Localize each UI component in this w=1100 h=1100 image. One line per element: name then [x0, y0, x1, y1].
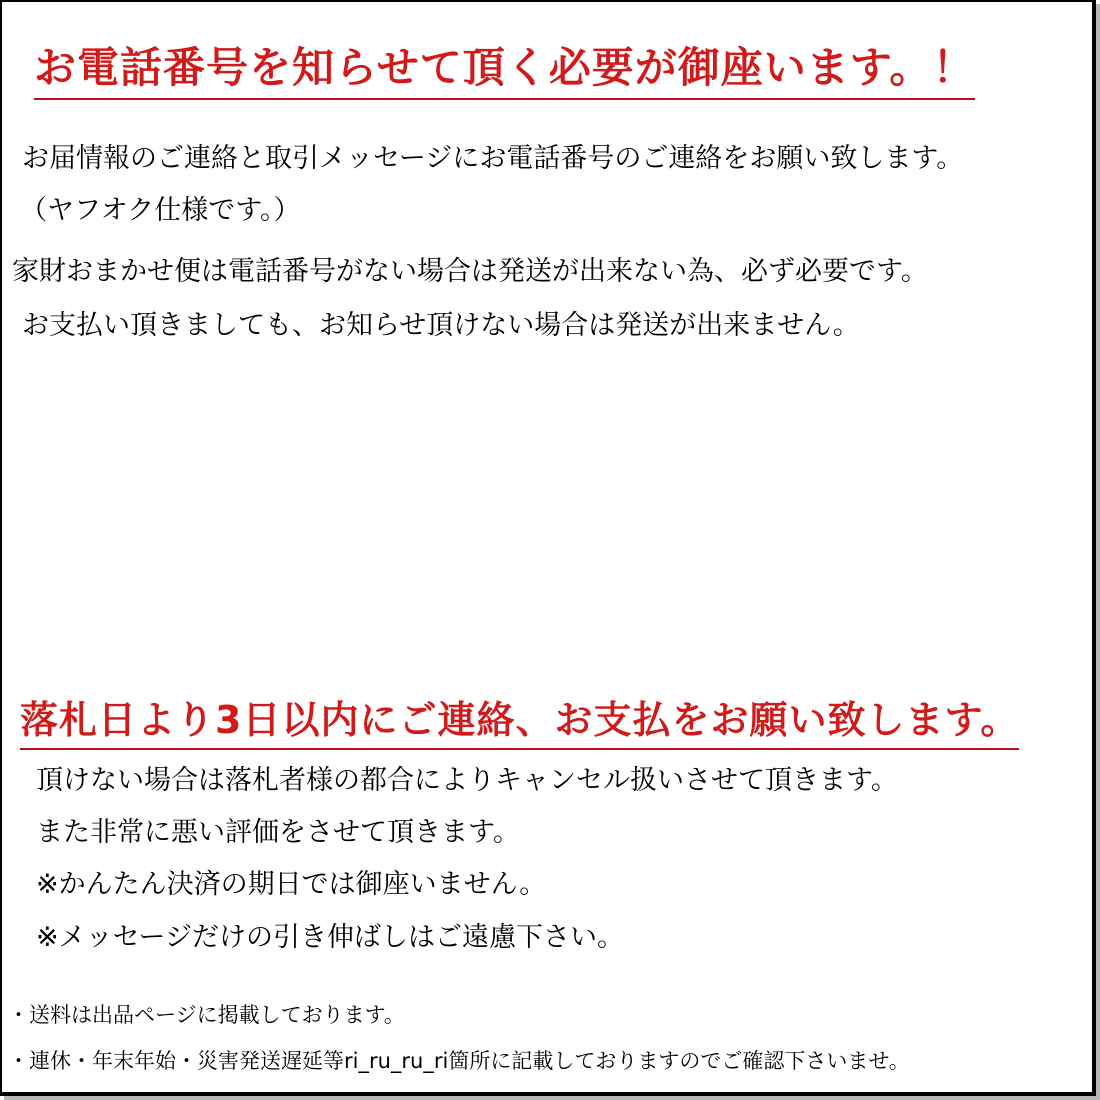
notice-line-4: お支払い頂きましても、お知らせ頂けない場合は発送が出来ません。 — [22, 310, 860, 341]
shipping-note: ・送料は出品ページに掲載しております。 — [8, 1003, 405, 1027]
holiday-delay-note: ・連休・年末年始・災害発送遅延等ri_ru_ru_ri箇所に記載しておりますのでご確認下さいませ。 — [8, 1049, 910, 1073]
cancel-notice-line-2: また非常に悪い評価をさせて頂きます。 — [36, 817, 520, 848]
cancel-notice-line-1: 頂けない場合は落札者様の都合によりキャンセル扱いさせて頂きます。 — [36, 765, 898, 796]
cancel-notice-line-3: ※かんたん決済の期日では御座いません。 — [36, 869, 547, 900]
phone-required-heading: お電話番号を知らせて頂く必要が御座います。！ — [34, 42, 975, 100]
notice-line-3: 家財おまかせ便は電話番号がない場合は発送が出来ない為、必ず必要です。 — [12, 256, 928, 287]
notice-line-1: お届情報のご連絡と取引メッセージにお電話番号のご連絡をお願い致します。 — [22, 143, 964, 174]
cancel-notice-line-4: ※メッセージだけの引き伸ばしはご遠慮下さい。 — [36, 922, 625, 953]
payment-deadline-heading: 落札日より3日以内にご連絡、お支払をお願い致します。 — [20, 696, 1019, 750]
notice-line-2: （ヤフオク仕様です。） — [20, 195, 301, 226]
